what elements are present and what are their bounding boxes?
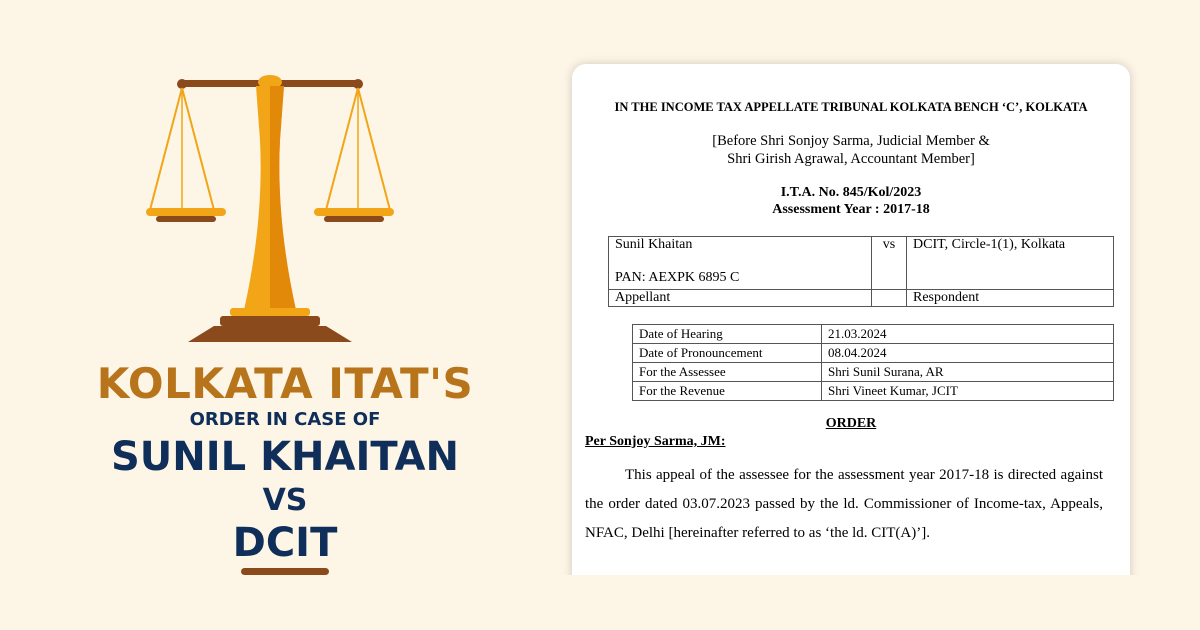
appellant-pan: PAN: AEXPK 6895 C [615,270,740,285]
court-title: IN THE INCOME TAX APPELLATE TRIBUNAL KOLKATA BENCH ‘C’, KOLKATA [614,100,1088,114]
detail-value: Shri Vineet Kumar, JCIT [822,382,1114,401]
per-judge: Per Sonjoy Sarma, JM: [585,434,726,449]
order-document [572,64,1130,604]
bench-line-1: [Before Shri Sonjoy Sarma, Judicial Member & [712,133,990,149]
detail-value: 21.03.2024 [822,325,1114,344]
detail-label: For the Revenue [633,382,822,401]
detail-label: For the Assessee [633,363,822,382]
detail-label: Date of Pronouncement [633,344,822,363]
hearing-details-table [632,324,1114,401]
table-row [609,290,1114,307]
headline-line-1: KOLKATA ITAT'S [96,359,474,408]
bench-line-2: Shri Girish Agrawal, Accountant Member] [727,151,975,167]
table-row [609,237,1114,290]
respondent-name: DCIT, Circle-1(1), Kolkata [907,237,1114,290]
scales-of-justice-icon [130,70,410,355]
order-heading: ORDER [825,416,877,431]
parties-table [608,236,1114,307]
bench-members [572,132,1130,168]
table-row [633,344,1114,363]
appellant-label: Appellant [609,290,872,307]
detail-value: 08.04.2024 [822,344,1114,363]
appellant-name: Sunil Khaitan [615,237,693,252]
case-number [572,184,1130,218]
respondent-label: Respondent [907,290,1114,307]
headline-underline [241,568,329,575]
ita-number: I.T.A. No. 845/Kol/2023 [780,185,922,200]
table-row [633,325,1114,344]
headline [80,360,490,575]
headline-line-2: ORDER IN CASE OF [189,409,381,430]
headline-line-5: DCIT [232,520,338,566]
table-row [633,363,1114,382]
detail-value: Shri Sunil Surana, AR [822,363,1114,382]
table-row [633,382,1114,401]
headline-line-4: VS [262,483,308,518]
detail-label: Date of Hearing [633,325,822,344]
appellant-cell [609,237,872,290]
headline-line-3: SUNIL KHAITAN [111,434,459,480]
assessment-year: Assessment Year : 2017-18 [772,202,930,217]
order-paragraph: This appeal of the assessee for the assessment year 2017-18 is directed against the order dated 03.07.2023 passed by the ld. Commissioner of Income-tax, Appeals, NFAC, Delhi [hereinafter referred to as ‘the ld. CIT(A)’]. [585,467,1103,541]
vs-cell: vs [872,237,907,290]
document-fade [560,575,1140,630]
